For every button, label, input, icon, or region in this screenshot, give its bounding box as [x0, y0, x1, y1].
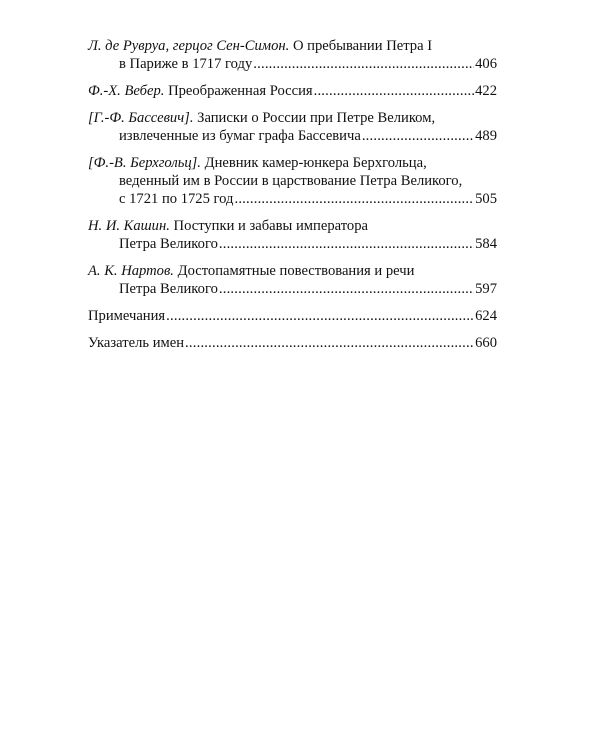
dot-leader [185, 334, 474, 352]
dot-leader [362, 127, 474, 145]
toc-entry-heading [88, 37, 497, 55]
toc-page-number: 406 [475, 56, 497, 72]
dot-leader [253, 55, 474, 73]
dot-leader [219, 280, 474, 298]
toc-title-continuation: Петра Великого [119, 236, 218, 252]
dot-leader [314, 82, 475, 100]
toc-entry-kashin [88, 217, 497, 253]
toc-author: Н. И. Кашин. [88, 218, 170, 234]
toc-title-continuation: в Париже в 1717 году [119, 56, 253, 72]
toc-entry-heading [88, 82, 314, 100]
table-of-contents [88, 37, 497, 361]
toc-entry-weber [88, 82, 497, 100]
toc-title: Преображенная Россия [164, 83, 313, 99]
toc-title: Дневник камер-юнкера Берхгольца, [200, 155, 427, 171]
toc-title: Записки о России при Петре Великом, [193, 110, 436, 126]
toc-author: [Г.-Ф. Бассевич]. [88, 110, 194, 126]
toc-leader-line [88, 55, 497, 73]
toc-entry-heading [88, 262, 497, 280]
toc-title: Примечания [88, 308, 166, 324]
toc-page-number: 624 [475, 308, 497, 324]
toc-title: Поступки и забавы императора [169, 218, 368, 234]
toc-title-continuation: веденный им в России в царствование Петра Великого, [119, 173, 463, 189]
toc-entry-bergholz [88, 154, 497, 208]
toc-page-number: 597 [475, 281, 497, 297]
toc-title-continuation: Петра Великого [119, 281, 218, 297]
toc-title-continuation: извлеченные из бумаг графа Бассевича [119, 128, 361, 144]
toc-leader-line [88, 82, 497, 100]
toc-entry-index [88, 334, 497, 352]
toc-author: [Ф.-В. Берхгольц]. [88, 155, 201, 171]
toc-author: Л. де Рувруа, герцог Сен-Симон. [88, 38, 290, 54]
toc-entry-notes [88, 307, 497, 325]
toc-entry-saint-simon [88, 37, 497, 73]
toc-title: О пребывании Петра I [289, 38, 433, 54]
toc-leader-line [88, 280, 497, 298]
toc-entry-nartov [88, 262, 497, 298]
toc-page-number: 584 [475, 236, 497, 252]
toc-page-number: 505 [475, 191, 497, 207]
toc-leader-line [88, 127, 497, 145]
toc-leader-line [88, 190, 497, 208]
toc-entry-heading [88, 217, 497, 235]
toc-title: Указатель имен [88, 335, 185, 351]
dot-leader [219, 235, 474, 253]
toc-author: А. К. Нартов. [88, 263, 174, 279]
dot-leader [234, 190, 474, 208]
toc-page-number: 660 [475, 335, 497, 351]
toc-entry-bassewitz [88, 109, 497, 145]
toc-title-continuation: с 1721 по 1725 год [119, 191, 234, 207]
toc-leader-line [88, 307, 497, 325]
toc-page-number: 422 [475, 83, 497, 99]
toc-leader-line [88, 334, 497, 352]
toc-author: Ф.-Х. Вебер. [88, 83, 165, 99]
toc-page-number: 489 [475, 128, 497, 144]
toc-title: Достопамятные повествования и речи [173, 263, 415, 279]
toc-entry-heading [88, 109, 497, 127]
dot-leader [166, 307, 474, 325]
toc-leader-line [88, 235, 497, 253]
toc-entry-heading [88, 154, 497, 172]
